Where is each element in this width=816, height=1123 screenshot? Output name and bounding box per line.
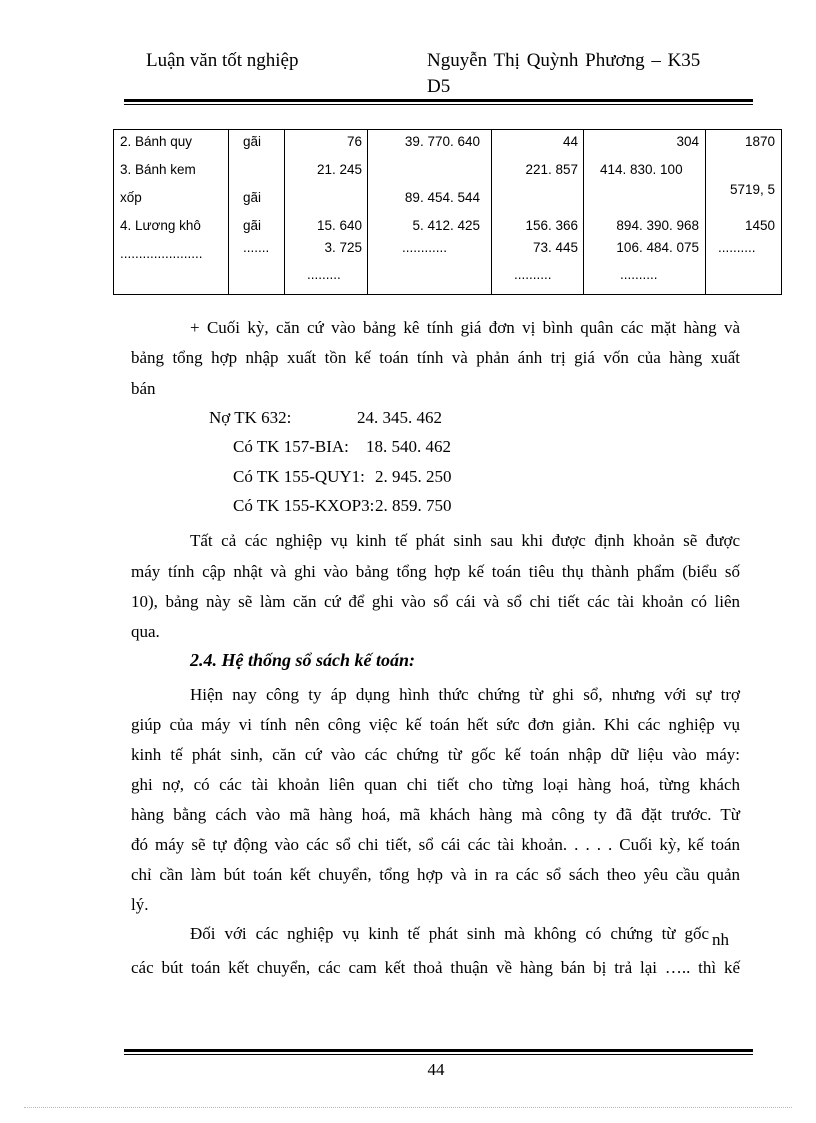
footer-rule-thin <box>124 1054 753 1055</box>
entry-amount: 18. 540. 462 <box>366 437 451 456</box>
table-cell: 156. 366 <box>525 218 578 233</box>
paragraph-fragment: nh <box>712 930 729 949</box>
paragraph-line: đó máy sẽ tự động vào các sổ chi tiết, sổ cái các tài khoản. . . . . Cuối kỳ, kế toán <box>131 835 740 854</box>
entry-amount: 24. 345. 462 <box>357 408 442 427</box>
paragraph-line: Hiện nay công ty áp dụng hình thức chứng từ ghi sổ, nhưng với sự trợ <box>190 685 740 704</box>
paragraph-line: qua. <box>131 622 160 641</box>
table-cell: 15. 640 <box>316 218 362 233</box>
table-cell: 73. 445 <box>532 240 578 255</box>
table-cell: 4. Lương khô <box>120 218 201 233</box>
table-cell: 44 <box>562 134 578 149</box>
table-cell: ............ <box>402 240 448 255</box>
table-cell: xốp <box>120 190 142 205</box>
paragraph-line: Đối với các nghiệp vụ kinh tế phát sinh mà không có chứng từ gốc <box>190 924 709 943</box>
table-cell: .......... <box>514 267 552 282</box>
paragraph-line: kinh tế phát sinh, căn cứ vào các chứng từ gốc kế toán nhập dữ liệu vào máy: <box>131 745 740 764</box>
paragraph-line: lý. <box>131 895 149 914</box>
col-product <box>114 130 228 294</box>
table-cell: gãi <box>243 190 262 205</box>
table-cell: 2. Bánh quy <box>120 134 193 149</box>
table-cell: 304 <box>676 134 699 149</box>
table-cell: 414. 830. 100 <box>600 162 683 177</box>
page-edge-divider <box>24 1107 792 1108</box>
footer-rule-thick <box>124 1049 753 1052</box>
col-value-1 <box>368 130 491 294</box>
paragraph-line: bán <box>131 379 156 398</box>
table-cell: ...................... <box>120 246 203 261</box>
col-value-2 <box>584 130 705 294</box>
table-cell: 5. 412. 425 <box>412 218 480 233</box>
paragraph-line: ghi nợ, có các tài khoản liên quan chi tiết cho từng loại hàng hoá, từng khách <box>131 775 740 794</box>
table-cell: 1870 <box>744 134 775 149</box>
table-cell: 39. 770. 640 <box>404 134 480 149</box>
paragraph-line: hàng bằng cách vào mã hàng hoá, mã khách hàng mà công ty đã đặt trước. Từ <box>131 805 740 824</box>
table-cell: 894. 390. 968 <box>616 218 699 233</box>
header-left: Luận văn tốt nghiệp <box>146 50 299 71</box>
table-cell: gãi <box>243 218 262 233</box>
table-cell: 106. 484. 075 <box>616 240 699 255</box>
paragraph-line: bảng tổng hợp nhập xuất tồn kế toán tính và phản ánh trị giá vốn của hàng xuất <box>131 348 740 367</box>
table-cell: 3. 725 <box>324 240 362 255</box>
table-cell: 21. 245 <box>316 162 362 177</box>
table-cell: 76 <box>346 134 362 149</box>
col-qty-1 <box>285 130 367 294</box>
paragraph-line: Tất cả các nghiệp vụ kinh tế phát sinh sau khi được định khoản sẽ được <box>190 531 740 550</box>
table-cell: 5719, 5 <box>729 182 775 197</box>
section-heading: 2.4. Hệ thống sổ sách kế toán: <box>190 650 416 670</box>
paragraph-line: chỉ cần làm bút toán kết chuyển, tổng hợp và in ra các sổ sách theo yêu cầu quản <box>131 865 740 884</box>
col-qty-2 <box>492 130 583 294</box>
col-unit <box>229 130 284 294</box>
table-cell: 89. 454. 544 <box>404 190 480 205</box>
data-table <box>113 129 782 295</box>
paragraph-line: giúp của máy vi tính nên công việc kế toán hết sức đơn giản. Khi các nghiệp vụ <box>131 715 740 734</box>
entry-account: Nợ TK 632: <box>209 408 292 427</box>
col-price <box>706 130 781 294</box>
paragraph-line: các bút toán kết chuyển, các cam kết thoả thuận về hàng bán bị trả lại ….. thì kế <box>131 958 740 977</box>
paragraph-line: 10), bảng này sẽ làm căn cứ để ghi vào sổ cái và sổ chi tiết các tài khoản có liên <box>131 592 740 611</box>
header-right: Nguyễn Thị Quỳnh Phương – K35 <box>427 50 701 71</box>
entry-amount: 2. 859. 750 <box>375 496 452 515</box>
table-cell: .......... <box>718 240 756 255</box>
table-cell: ......... <box>307 267 341 282</box>
page-number: 44 <box>427 1060 445 1079</box>
entry-amount: 2. 945. 250 <box>375 467 452 486</box>
table-cell: 221. 857 <box>525 162 578 177</box>
header-right-line2: D5 <box>427 76 451 97</box>
table-cell: ....... <box>243 240 270 255</box>
paragraph-line: máy tính cập nhật và ghi vào bảng tổng hợp kế toán tiêu thụ thành phẩm (biểu số <box>131 562 740 581</box>
table-cell: 3. Bánh kem <box>120 162 196 177</box>
paragraph-line: + Cuối kỳ, căn cứ vào bảng kê tính giá đơn vị bình quân các mặt hàng và <box>190 318 740 337</box>
entry-account: Có TK 155-KXOP3: <box>233 496 375 515</box>
table-cell: .......... <box>620 267 658 282</box>
table-cell: 1450 <box>744 218 775 233</box>
entry-account: Có TK 157-BIA: <box>233 437 349 456</box>
header-rule-thick <box>124 99 753 102</box>
table-cell: gãi <box>243 134 262 149</box>
header-rule-thin <box>124 104 753 105</box>
entry-account: Có TK 155-QUY1: <box>233 467 365 486</box>
